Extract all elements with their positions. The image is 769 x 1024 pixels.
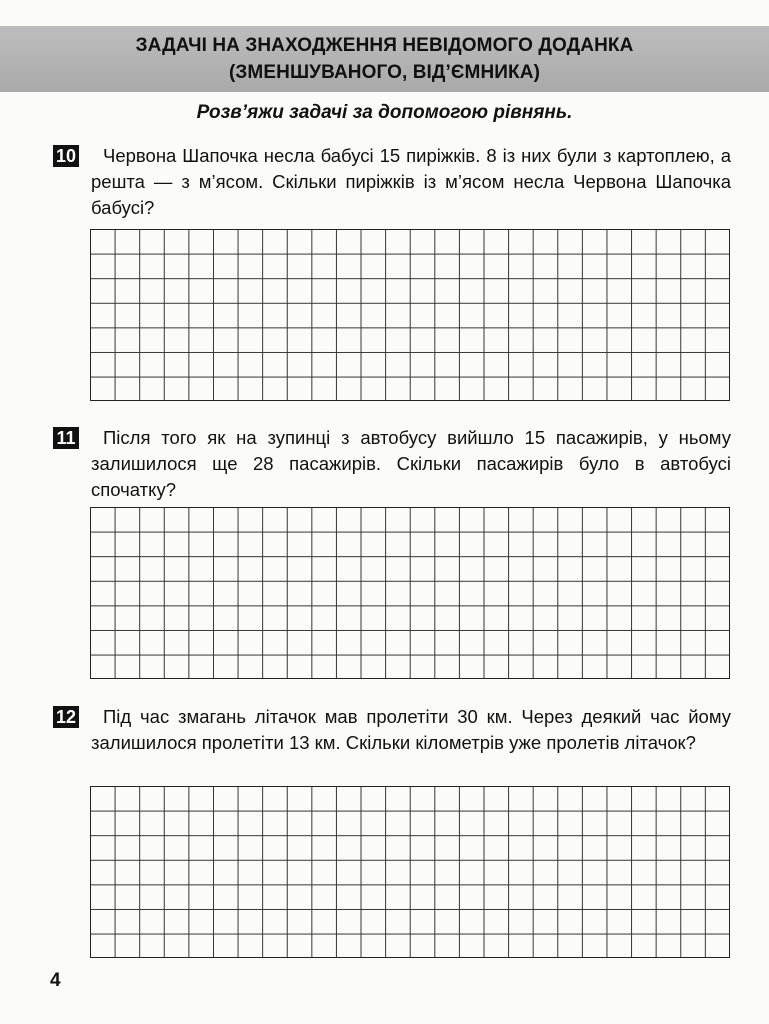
- task-text: Під час змагань літачок мав пролетіти 30 км. Через деякий час йому залишилося пролетіти 13 км. Скільки кілометрів уже пролетів літачок?: [91, 706, 731, 753]
- task-11: [53, 425, 743, 503]
- task-text: Червона Шапочка несла бабусі 15 пиріжків. 8 із них були з картоплею, а решта — з м’ясом. Скільки пиріжків із м’ясом несла Червона Шапочка бабусі?: [91, 145, 731, 218]
- task-number-badge: 11: [53, 427, 79, 449]
- instruction-text: Розв’яжи задачі за допомогою рівнянь.: [196, 102, 573, 123]
- answer-grid-10[interactable]: [90, 229, 730, 401]
- answer-grid-11[interactable]: [90, 507, 730, 679]
- section-header: [0, 26, 769, 92]
- page-number: 4: [50, 970, 61, 991]
- task-12: [53, 704, 743, 756]
- task-text: Після того як на зупинці з автобусу вийшло 15 пасажирів, у ньому залишилося ще 28 пасажирів. Скільки пасажирів було в автобусі спочатку?: [91, 427, 731, 500]
- task-10: [53, 143, 743, 221]
- header-title-line-2: (ЗМЕНШУВАНОГО, ВІД’ЄМНИКА): [229, 62, 540, 83]
- answer-grid-12[interactable]: [90, 786, 730, 958]
- task-number-badge: 10: [53, 145, 79, 167]
- task-number-badge: 12: [53, 706, 79, 728]
- header-title-line-1: ЗАДАЧІ НА ЗНАХОДЖЕННЯ НЕВІДОМОГО ДОДАНКА: [135, 35, 634, 56]
